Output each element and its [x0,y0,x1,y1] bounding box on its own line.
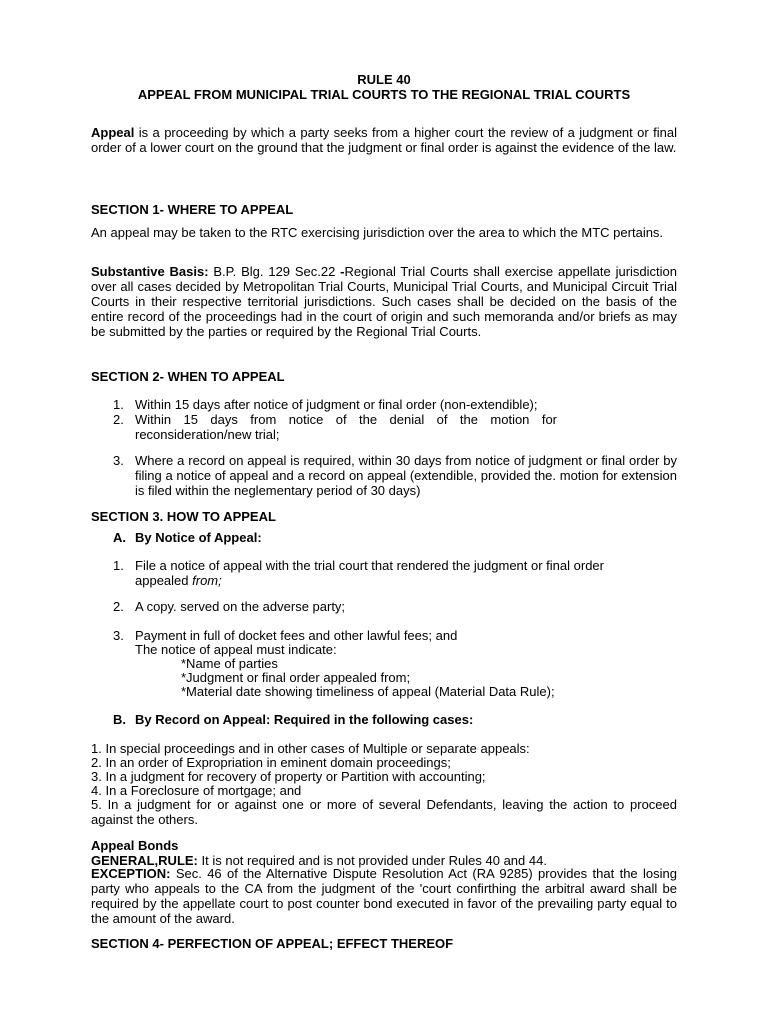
basis-dash: - [340,264,345,279]
list-text: Within 15 days after notice of judgment or final order (non-extendible); [135,397,538,412]
basis-ref: B.P. Blg. 129 Sec.22 [208,264,341,279]
section-1-heading: SECTION 1- WHERE TO APPEAL [91,202,294,217]
exception-text: Sec. 46 of the Alternative Dispute Resolution Act (RA 9285) provides that the losing party who appeals to the CA from the judgment of the 'court confirthing the arbitral award shall be required by the appellate court to post counter bond executed in favor of the prevailing party equal to the amount of the award. [91,866,677,926]
notice-intro: The notice of appeal must indicate: [135,642,337,657]
list-text: Where a record on appeal is required, within 30 days from notice of judgment or final order by filing a notice of appeal and a record on appeal (extendible, provided the. motion for extension is filed within the neglementary period of 30 days) [135,453,677,498]
section-2-heading: SECTION 2- WHEN TO APPEAL [91,369,285,384]
subsection-letter: B. [113,712,126,727]
intro-text: is a proceeding by which a party seeks from a higher court the review of a judgment or final order of a lower court on the ground that the judgment or final order is against the evidence of the law. [91,125,677,155]
section-1-paragraph: An appeal may be taken to the RTC exercising jurisdiction over the area to which the MTC pertains. [91,225,664,240]
list-number: 3. [113,628,124,643]
general-rule-label: GENERAL,RULE: [91,853,198,868]
list-text [135,558,641,588]
record-list-item: 5. In a judgment for or against one or more of several Defendants, leaving the action to proceed against the others. [91,797,677,827]
record-list-item: 1. In special proceedings and in other cases of Multiple or separate appeals: [91,741,530,756]
substantive-basis-paragraph [91,264,677,339]
list-number: 1. [113,558,124,573]
general-rule-text: It is not required and is not provided under Rules 40 and 44. [197,853,547,868]
notice-item: *Name of parties [181,656,278,671]
list-item [113,453,677,498]
intro-paragraph [91,125,677,155]
list-text-main: File a notice of appeal with the trial court that rendered the judgment or final order appealed [135,558,604,588]
subsection-title: By Record on Appeal: Required in the following cases: [135,712,474,727]
notice-item: *Judgment or final order appealed from; [181,670,411,685]
list-number: 2. [113,599,124,614]
list-number: 2. [113,412,124,427]
rule-number: RULE 40 [357,72,411,87]
intro-term: Appeal [91,125,135,140]
subsection-a-heading [113,530,673,545]
section-3-heading: SECTION 3. HOW TO APPEAL [91,509,276,524]
rule-title: APPEAL FROM MUNICIPAL TRIAL COURTS TO THE REGIONAL TRIAL COURTS [137,87,631,102]
list-text: Within 15 days from notice of the denial of the motion for reconsideration/new trial; [135,412,557,442]
list-number: 1. [113,397,124,412]
list-item [113,628,673,643]
exception-label: EXCEPTION: [91,866,171,881]
record-list-item: 3. In a judgment for recovery of property or Partition with accounting; [91,769,486,784]
list-text: Payment in full of docket fees and other lawful fees; and [135,628,458,643]
record-list-item: 2. In an order of Expropriation in eminent domain proceedings; [91,755,451,770]
basis-text: Regional Trial Courts shall exercise appellate jurisdiction over all cases decided by Metropolitan Trial Courts, Municipal Trial Courts, and Municipal Circuit Trial Courts in their respective territorial jurisdictions. Such cases shall be decided on the basis of the entire record of the proceedings had in the court of origin and such memoranda and/or briefs as may be submitted by the parties or required by the Regional Trial Courts. [91,264,677,339]
list-item [113,412,557,442]
list-text-italic: from; [192,573,222,588]
section-4-heading: SECTION 4- PERFECTION OF APPEAL; EFFECT THEREOF [91,936,454,951]
basis-label: Substantive Basis: [91,264,209,279]
subsection-title: By Notice of Appeal: [135,530,262,545]
list-item [113,558,641,588]
record-list-item: 4. In a Foreclosure of mortgage; and [91,783,302,798]
appeal-bonds-heading: Appeal Bonds [91,838,179,853]
notice-item: *Material date showing timeliness of appeal (Material Data Rule); [181,684,555,699]
exception-paragraph [91,866,677,926]
list-item [113,599,673,614]
list-number: 3. [113,453,124,468]
subsection-letter: A. [113,530,126,545]
subsection-b-heading [113,712,673,727]
list-text: A copy. served on the adverse party; [135,599,346,614]
list-item [113,397,677,412]
